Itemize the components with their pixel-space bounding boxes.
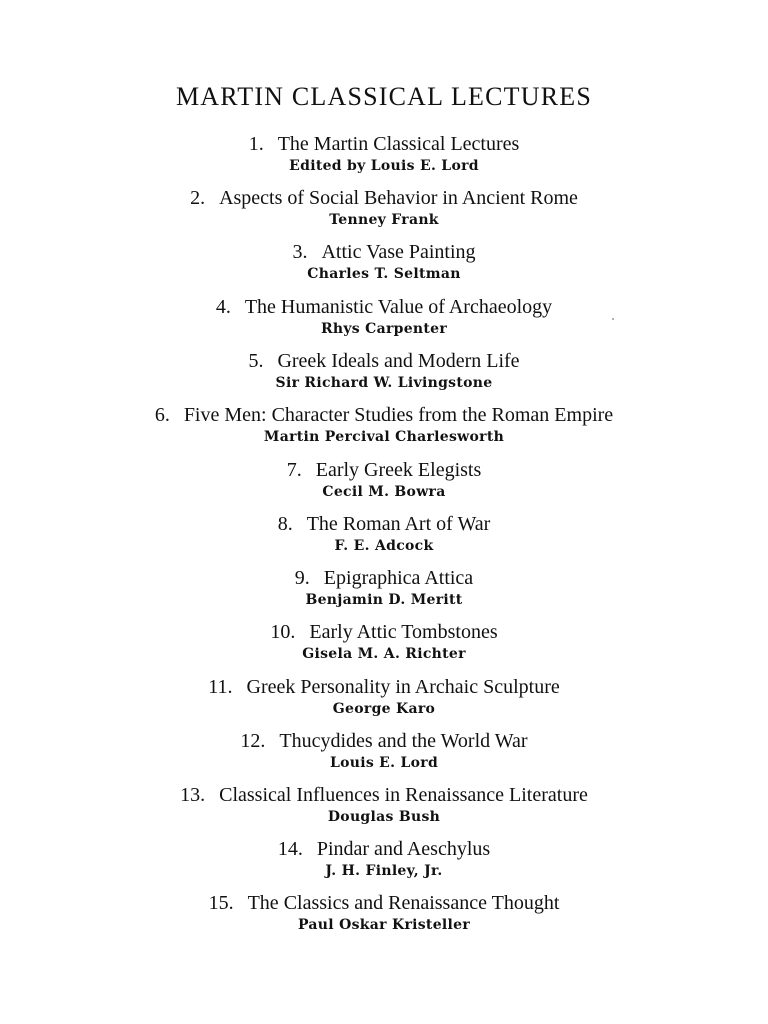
lecture-author: Charles T. Seltman	[307, 266, 461, 282]
lecture-title: The Humanistic Value of Archaeology	[244, 296, 553, 318]
lecture-entry-13	[0, 783, 768, 827]
lecture-number: 12.	[240, 730, 266, 752]
lecture-number: 14.	[277, 838, 303, 860]
lecture-author: J. H. Finley, Jr.	[325, 863, 443, 879]
lecture-title: Attic Vase Painting	[321, 241, 476, 263]
lecture-author: Martin Percival Charlesworth	[263, 429, 505, 445]
lecture-title: Early Attic Tombstones	[309, 621, 498, 643]
page-title: MARTIN CLASSICAL LECTURES	[175, 82, 593, 111]
scan-speck	[612, 318, 614, 320]
lecture-author: Gisela M. A. Richter	[302, 646, 466, 662]
lecture-author: Sir Richard W. Livingstone	[275, 375, 493, 391]
lecture-number: 6.	[154, 404, 170, 426]
lecture-entry-11	[0, 675, 768, 719]
lecture-title: The Classics and Renaissance Thought	[247, 892, 560, 914]
lecture-title-line	[0, 891, 768, 915]
lecture-title: Pindar and Aeschylus	[316, 838, 491, 860]
lecture-title: Aspects of Social Behavior in Ancient Rome	[219, 187, 578, 209]
lecture-title: Early Greek Elegists	[315, 459, 482, 481]
lecture-number: 10.	[270, 621, 296, 643]
lecture-entry-14	[0, 837, 768, 881]
lecture-title-line	[0, 295, 768, 319]
lecture-entry-1	[0, 132, 768, 176]
lecture-author: George Karo	[332, 701, 436, 717]
lecture-number: 7.	[286, 459, 302, 481]
lecture-title-line	[0, 566, 768, 590]
lecture-entry-10	[0, 620, 768, 664]
lecture-author: Cecil M. Bowra	[322, 484, 446, 500]
lecture-author: Louis E. Lord	[329, 755, 439, 771]
lecture-title: The Martin Classical Lectures	[277, 133, 520, 155]
lecture-title-line	[0, 349, 768, 373]
lecture-author: Rhys Carpenter	[320, 321, 448, 337]
lecture-entry-7	[0, 458, 768, 502]
lecture-number: 1.	[248, 133, 264, 155]
lecture-title: Five Men: Character Studies from the Roman Empire	[183, 404, 614, 426]
lecture-entry-6	[0, 403, 768, 447]
lecture-entry-2	[0, 186, 768, 230]
lecture-number: 15.	[208, 892, 234, 914]
lecture-author: F. E. Adcock	[334, 538, 434, 554]
lecture-title-line	[0, 675, 768, 699]
lecture-author: Paul Oskar Kristeller	[297, 917, 471, 933]
lecture-number: 11.	[208, 676, 233, 698]
lecture-number: 13.	[180, 784, 206, 806]
lecture-entry-9	[0, 566, 768, 610]
lecture-title-line	[0, 729, 768, 753]
lecture-entry-4	[0, 295, 768, 339]
lecture-number: 2.	[190, 187, 206, 209]
lecture-title-line	[0, 186, 768, 210]
lecture-number: 8.	[277, 513, 293, 535]
lecture-number: 3.	[292, 241, 308, 263]
lecture-entry-8	[0, 512, 768, 556]
lecture-title-line	[0, 458, 768, 482]
lecture-title: Epigraphica Attica	[323, 567, 474, 589]
lecture-entry-3	[0, 240, 768, 284]
lecture-number: 4.	[215, 296, 231, 318]
lecture-title: Classical Influences in Renaissance Literature	[219, 784, 588, 806]
lecture-title-line	[0, 240, 768, 264]
lecture-title: The Roman Art of War	[306, 513, 491, 535]
lecture-title: Thucydides and the World War	[279, 730, 528, 752]
lecture-title-line	[0, 837, 768, 861]
lecture-title-line	[0, 783, 768, 807]
lecture-entry-15	[0, 891, 768, 935]
lecture-author: Tenney Frank	[329, 212, 439, 228]
lecture-title: Greek Personality in Archaic Sculpture	[246, 676, 560, 698]
lecture-author: Edited by Louis E. Lord	[289, 158, 479, 174]
lecture-title-line	[0, 403, 768, 427]
lecture-title-line	[0, 620, 768, 644]
lecture-author: Benjamin D. Meritt	[305, 592, 463, 608]
lecture-title-line	[0, 512, 768, 536]
lecture-entry-5	[0, 349, 768, 393]
lecture-title-line	[0, 132, 768, 156]
lecture-number: 5.	[248, 350, 264, 372]
lecture-author: Douglas Bush	[327, 809, 441, 825]
lecture-entry-12	[0, 729, 768, 773]
lecture-title: Greek Ideals and Modern Life	[277, 350, 520, 372]
lecture-number: 9.	[294, 567, 310, 589]
